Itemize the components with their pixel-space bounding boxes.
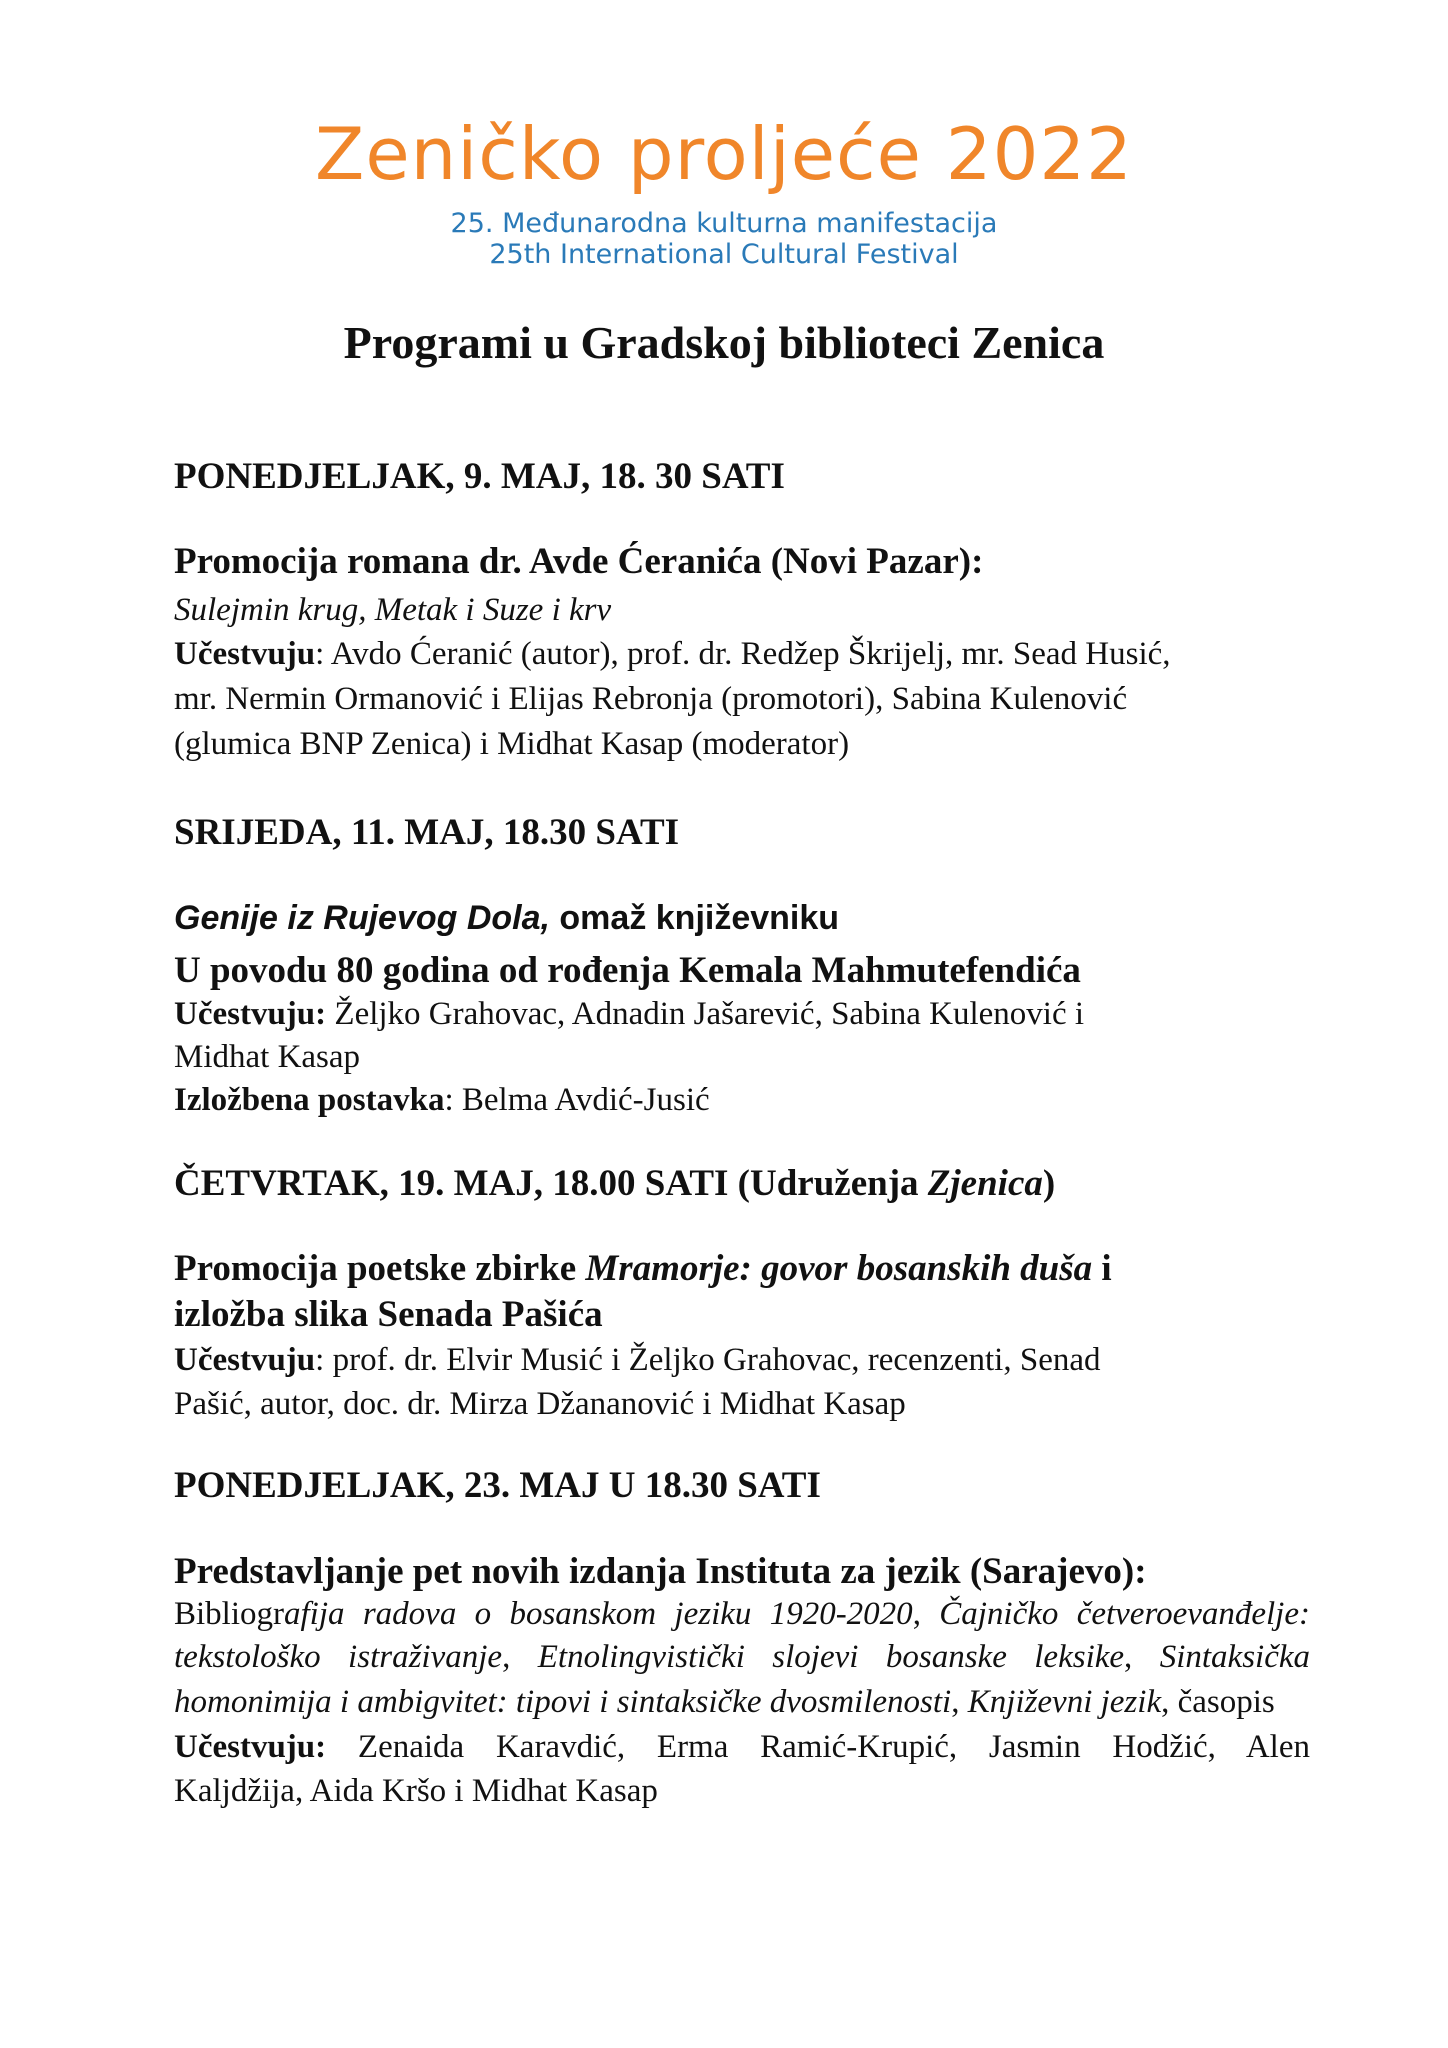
logo-subtitle-english: 25th International Cultural Festival bbox=[489, 239, 959, 270]
exhibition-value: : Belma Avdić-Jusić bbox=[444, 1082, 710, 1118]
event-date: SRIJEDA, 11. MAJ, 18.30 SATI bbox=[174, 812, 680, 853]
event-title: Predstavljanje pet novih izdanja Instituta za jezik (Sarajevo): bbox=[174, 1551, 1147, 1592]
participants-text: Zenaida Karavdić, Erma Ramić-Krupić, Jasmin Hodžić, Alen bbox=[326, 1729, 1310, 1765]
event-title bbox=[174, 1250, 1112, 1287]
publication-title: afija radova o bosanskom jeziku 1920-2020 bbox=[284, 1596, 913, 1632]
exhibition-label: Izložbena postavka bbox=[174, 1082, 445, 1118]
publication-title: Čajničko četveroevanđelje: bbox=[939, 1596, 1310, 1632]
separator: , bbox=[1124, 1639, 1160, 1675]
publication-title: homonimija i ambigvitet: tipovi i sintaksičke dvosmilenosti bbox=[174, 1684, 952, 1720]
participants-line: (glumica BNP Zenica) i Midhat Kasap (moderator) bbox=[174, 726, 850, 762]
participants-line bbox=[174, 638, 1171, 671]
separator: , bbox=[502, 1639, 538, 1675]
participants-line: Midhat Kasap bbox=[174, 1039, 361, 1075]
publications-line bbox=[174, 1641, 1310, 1674]
event-title-italic: Genije iz Rujevog Dola, bbox=[174, 899, 550, 937]
publication-title: Književni jezik bbox=[967, 1684, 1162, 1720]
event-date-end: ) bbox=[1042, 1163, 1056, 1204]
exhibition-line bbox=[174, 1084, 710, 1117]
publications-line bbox=[174, 1686, 1275, 1719]
publication-title: Sintaksička bbox=[1159, 1639, 1311, 1675]
participants-text: : Avdo Ćeranić (autor), prof. dr. Redžep Škrijelj, mr. Sead Husić, bbox=[315, 636, 1171, 672]
event-subtitle: U povodu 80 godina od rođenja Kemala Mahmutefendića bbox=[174, 950, 1081, 991]
event-title-line2: izložba slika Senada Pašića bbox=[174, 1294, 603, 1335]
event-date-main: ČETVRTAK, 19. MAJ, 18.00 SATI (Udruženja bbox=[174, 1163, 928, 1204]
publications-line bbox=[174, 1598, 1310, 1631]
publication-title: tekstološko istraživanje bbox=[174, 1639, 503, 1675]
event-date bbox=[174, 1165, 1055, 1202]
participants-label: Učestvuju bbox=[174, 1342, 316, 1378]
event-works: Sulejmin krug, Metak i Suze i krv bbox=[174, 592, 612, 628]
publication-title: Etnolingvistički slojevi bosanske leksike bbox=[537, 1639, 1125, 1675]
publication-text: , časopis bbox=[1161, 1684, 1275, 1720]
event-title-italic: Mramorje: govor bosanskih duša bbox=[585, 1248, 1093, 1289]
event-date: PONEDJELJAK, 23. MAJ U 18.30 SATI bbox=[174, 1465, 821, 1506]
event-title: Promocija romana dr. Avde Ćeranića (Novi Pazar): bbox=[174, 541, 984, 582]
participants-text: Željko Grahovac, Adnadin Jašarević, Sabina Kulenović i bbox=[326, 996, 1085, 1032]
separator: , bbox=[951, 1684, 968, 1720]
participants-line bbox=[174, 998, 1084, 1031]
participants-line bbox=[174, 1731, 1310, 1764]
participants-line bbox=[174, 1344, 1101, 1377]
participants-text: : prof. dr. Elvir Musić i Željko Grahovac, recenzenti, Senad bbox=[315, 1342, 1101, 1378]
event-title-suffix: i bbox=[1092, 1248, 1112, 1289]
logo-title: Zeničko proljeće 2022 bbox=[315, 112, 1133, 196]
event-date-italic: Zjenica bbox=[927, 1163, 1043, 1204]
page-title: Programi u Gradskoj biblioteci Zenica bbox=[343, 317, 1105, 368]
publication-text: Bibliogr bbox=[174, 1596, 285, 1632]
participants-label: Učestvuju: bbox=[174, 996, 327, 1032]
participants-line: Kaljdžija, Aida Kršo i Midhat Kasap bbox=[174, 1773, 658, 1809]
event-title-prefix: Promocija poetske zbirke bbox=[174, 1248, 586, 1289]
participants-label: Učestvuju: bbox=[174, 1729, 327, 1765]
participants-label: Učestvuju bbox=[174, 636, 316, 672]
separator: , bbox=[912, 1596, 940, 1632]
logo-subtitle-local: 25. Međunarodna kulturna manifestacija bbox=[450, 208, 998, 239]
event-title-rest: omaž književniku bbox=[549, 899, 840, 937]
participants-line: mr. Nermin Ormanović i Elijas Rebronja (promotori), Sabina Kulenović bbox=[174, 681, 1128, 717]
event-date: PONEDJELJAK, 9. MAJ, 18. 30 SATI bbox=[174, 456, 785, 497]
event-title bbox=[174, 901, 839, 935]
participants-line: Pašić, autor, doc. dr. Mirza Džananović i Midhat Kasap bbox=[174, 1386, 906, 1422]
